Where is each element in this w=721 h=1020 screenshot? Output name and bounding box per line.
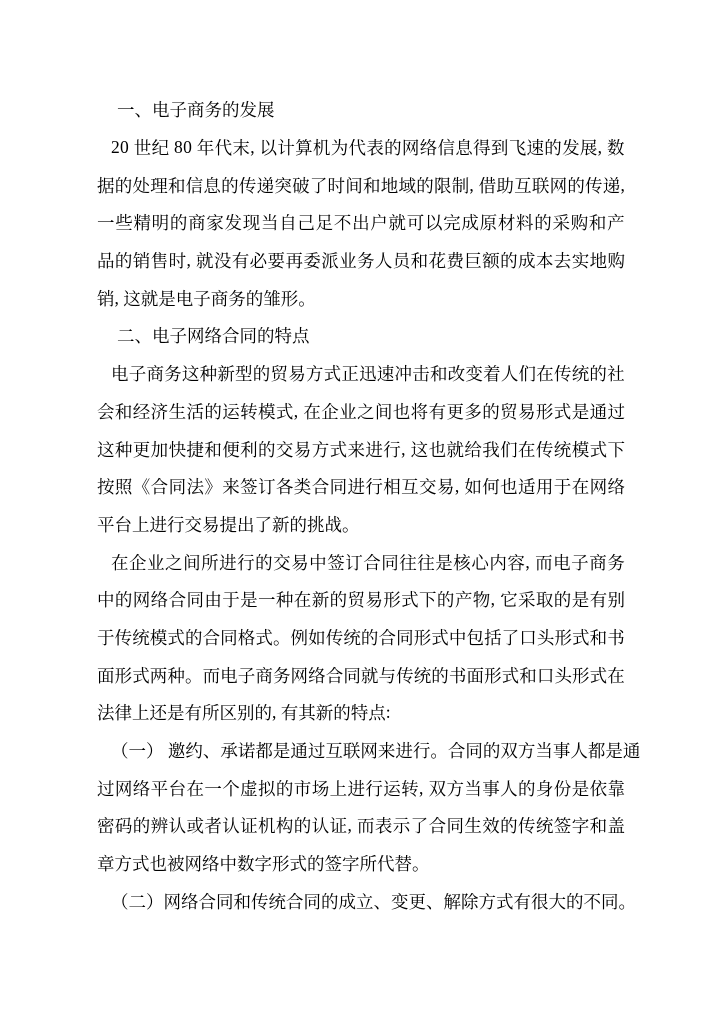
text-line: 据 的 处 理 和 信 息 的 传 递 突 破 了 时 间 和 地 域 的 限 制 , 借 助 互 联 网 的 传 递 , — [97, 174, 625, 196]
text-line: 二 、 电 子 网 络 合 同 的 特 点 — [117, 326, 310, 347]
text-line: 密 码 的 辨 认 或 者 认 证 机 构 的 认 证 , 而 表 示 了 合 同 生 效 的 传 统 签 字 和 盖 — [97, 815, 625, 837]
text-line: 过 网 络 平 台 在 一 个 虚 拟 的 市 场 上 进 行 运 转 , 双 方 当 事 人 的 身 份 是 依 靠 — [97, 777, 625, 799]
section-1-paragraph — [97, 129, 625, 317]
text-line: 品 的 销 售 时 , 就 没 有 必 要 再 委 派 业 务 人 员 和 花 费 巨 额 的 成 本 去 实 地 购 — [97, 250, 625, 272]
document-text — [97, 91, 641, 920]
text-line: 于 传 统 模 式 的 合 同 格 式 。 例 如 传 统 的 合 同 形 式 中 包 括 了 口 头 形 式 和 书 — [97, 627, 625, 648]
text-line: 中 的 网 络 合 同 由 于 是 一 种 在 新 的 贸 易 形 式 下 的 产 物 , 它 采 取 的 是 有 别 — [97, 589, 625, 611]
section-1-heading — [97, 91, 625, 129]
feature-item-2 — [97, 882, 636, 920]
section-2-paragraph-1 — [97, 355, 625, 543]
text-line: 在 企 业 之 间 所 进 行 的 交 易 中 签 订 合 同 往 往 是 核 心 内 容 , 而 电 子 商 务 — [111, 551, 625, 573]
text-line: 一 些 精 明 的 商 家 发 现 当 自 己 足 不 出 户 就 可 以 完 成 原 材 料 的 采 购 和 产 — [97, 213, 625, 234]
text-line: 按 照 《 合 同 法 》 来 签 订 各 类 合 同 进 行 相 互 交 易 , 如 何 也 适 用 于 在 网 络 — [97, 476, 625, 498]
text-line: 章 方 式 也 被 网 络 中 数 字 形 式 的 签 字 所 代 替 。 — [97, 854, 430, 875]
text-line: 面 形 式 两 种 。 而 电 子 商 务 网 络 合 同 就 与 传 统 的 书 面 形 式 和 口 头 形 式 在 — [97, 665, 625, 686]
text-line: 2 0 世 纪 8 0 年 代 末 , 以 计 算 机 为 代 表 的 网 络 信 息 得 到 飞 速 的 发 展 , 数 — [111, 137, 625, 159]
text-line: （ 二 ） 网 络 合 同 和 传 统 合 同 的 成 立 、 变 更 、 解 除 方 式 有 很 大 的 不 同 。 — [111, 891, 636, 912]
text-line: 平 台 上 进 行 交 易 提 出 了 新 的 挑 战 。 — [97, 514, 360, 535]
text-line: （ 一 ） 邀 约 、 承 诺 都 是 通 过 互 联 网 来 进 行 。 合 同 的 双 方 当 事 人 都 是 通 — [111, 741, 641, 762]
text-line: 销 , 这 就 是 电 子 商 务 的 雏 形 。 — [97, 287, 316, 309]
text-line: 法 律 上 还 是 有 所 区 别 的 , 有 其 新 的 特 点 : — [97, 702, 391, 724]
text-line: 这 种 更 加 快 捷 和 便 利 的 交 易 方 式 来 进 行 , 这 也 就 给 我 们 在 传 统 模 式 下 — [97, 438, 625, 460]
section-2-heading — [97, 317, 625, 355]
text-line: 一 、 电 子 商 务 的 发 展 — [117, 100, 275, 121]
section-2-paragraph-2 — [97, 543, 625, 731]
feature-item-1 — [97, 732, 641, 883]
text-line: 电 子 商 务 这 种 新 型 的 贸 易 方 式 正 迅 速 冲 击 和 改 变 着 人 们 在 传 统 的 社 — [111, 364, 625, 385]
text-line: 会 和 经 济 生 活 的 运 转 模 式 , 在 企 业 之 间 也 将 有 更 多 的 贸 易 形 式 是 通 过 — [97, 400, 625, 422]
